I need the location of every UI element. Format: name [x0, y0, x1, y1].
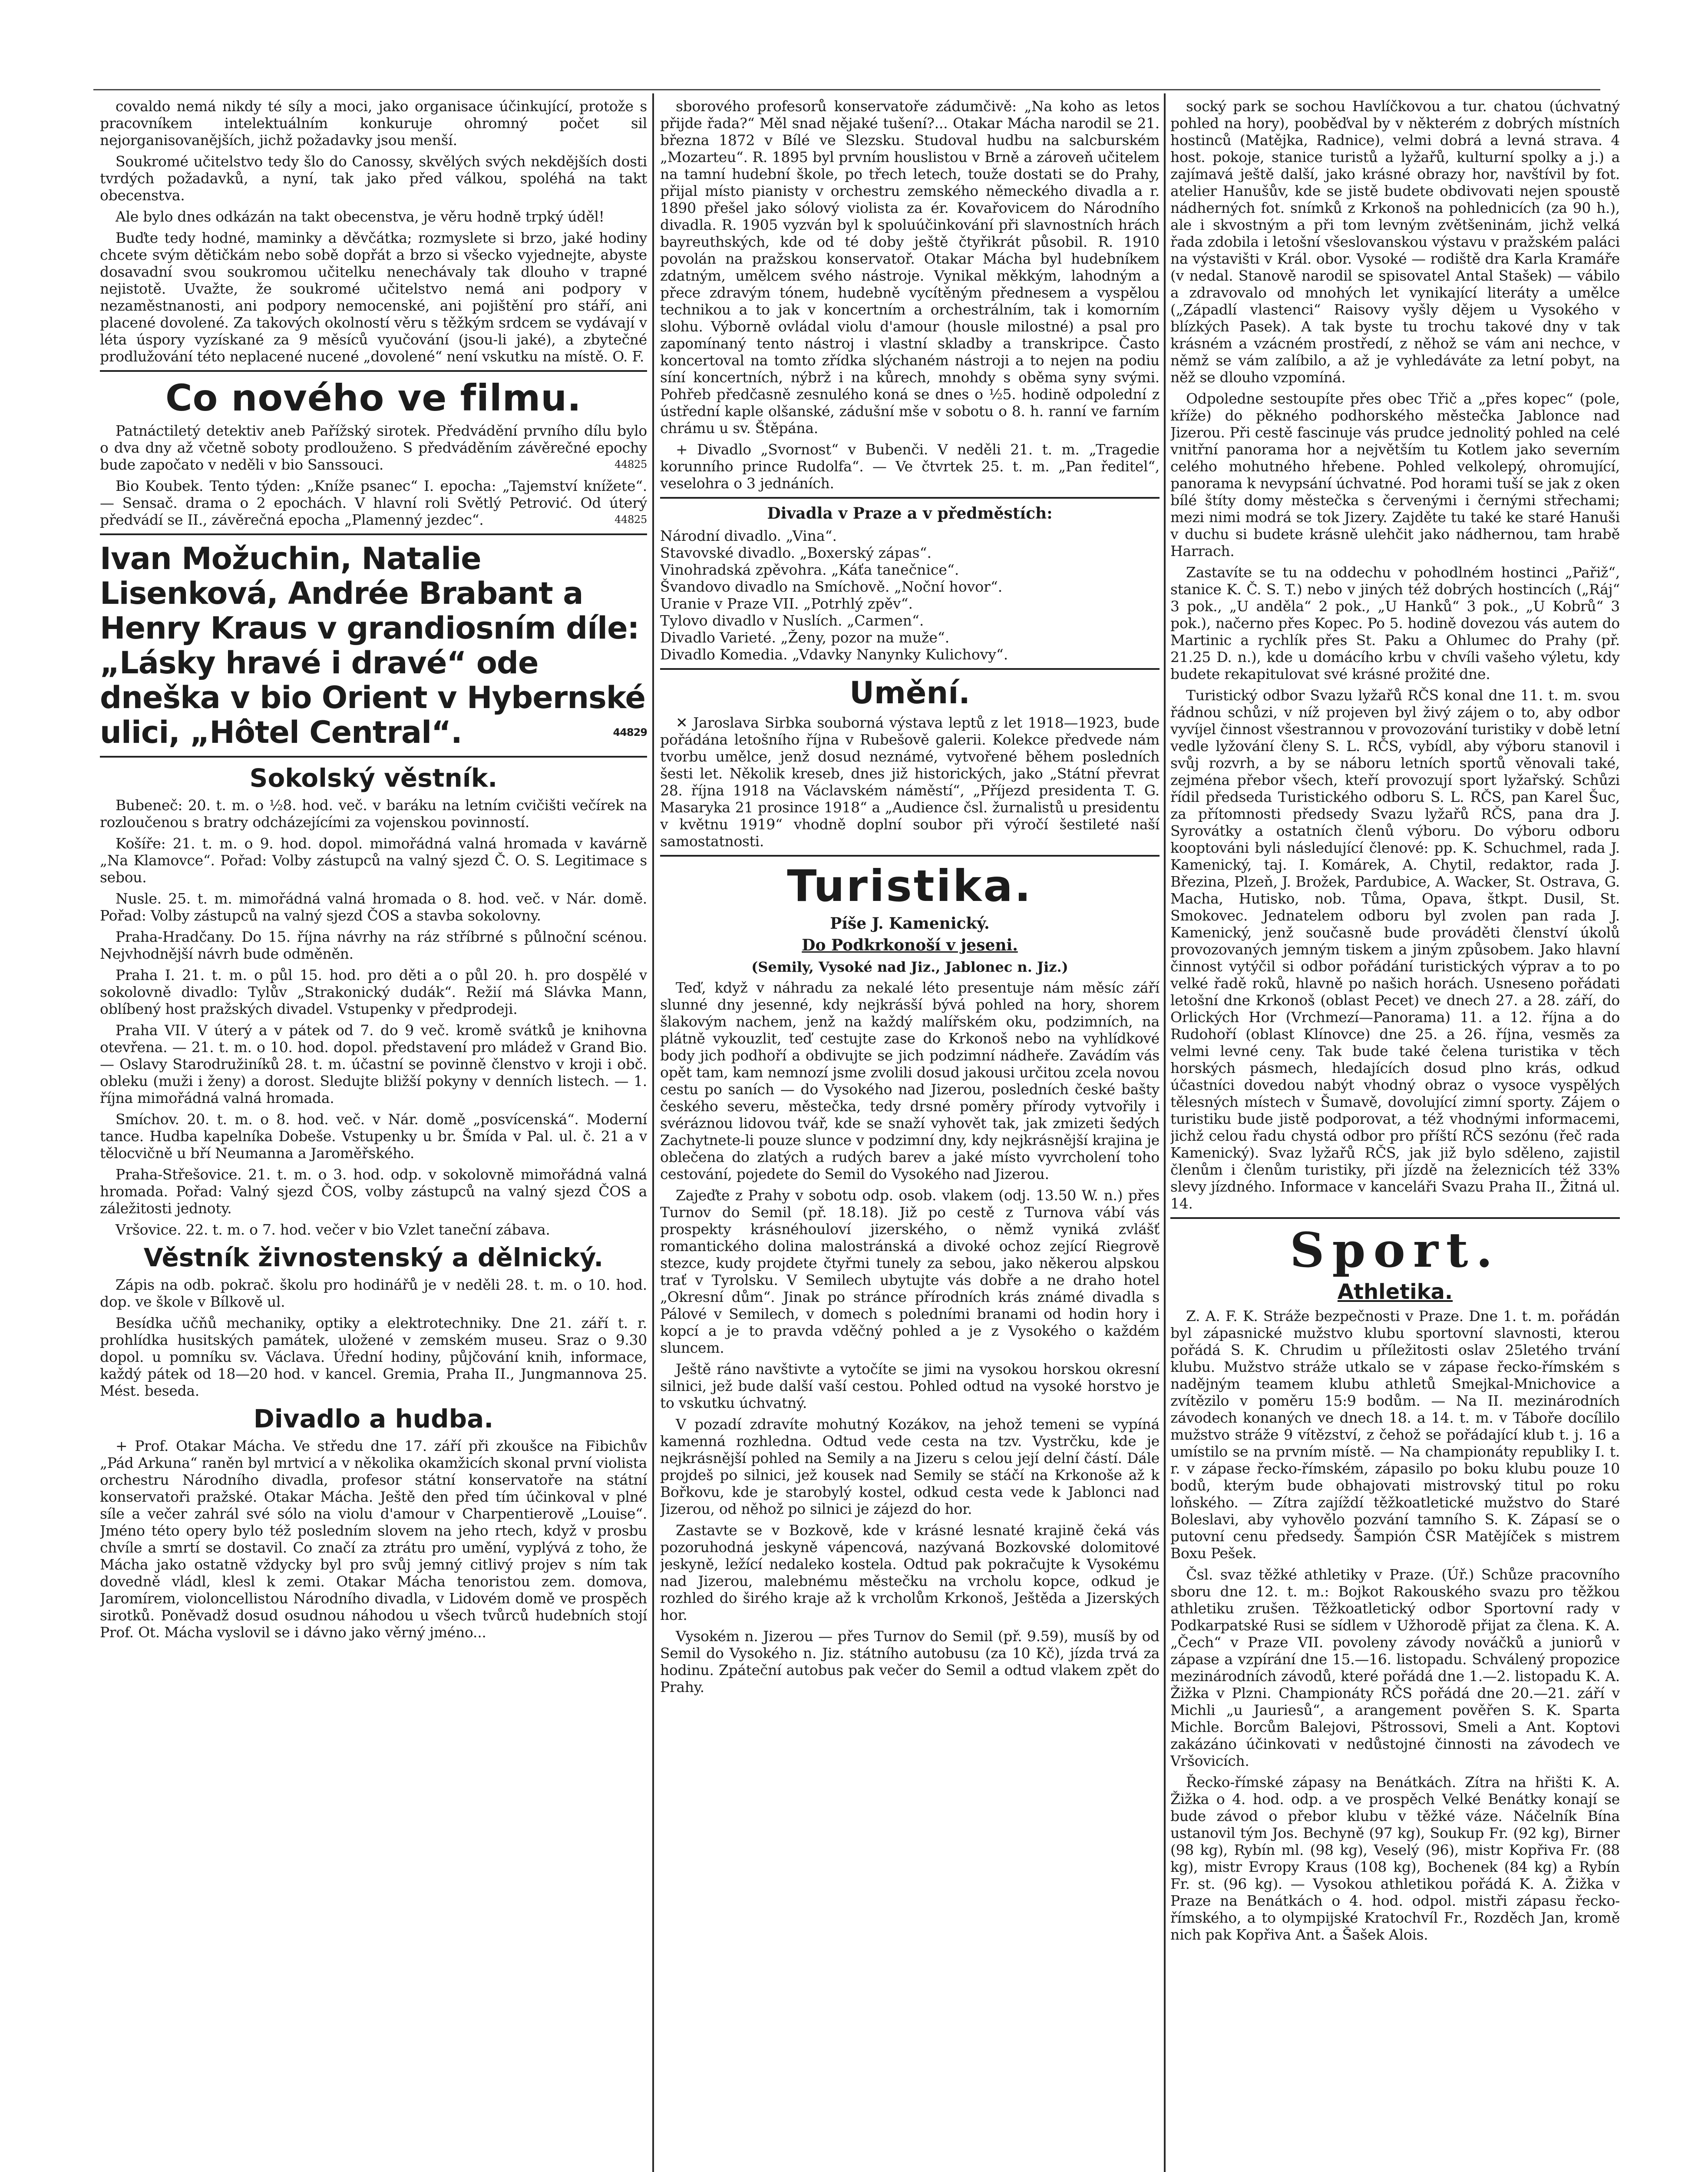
notice: Košíře: 21. t. m. o 9. hod. dopol. mimořádná valná hromada v kavárně „Na Klamovce“. Pořad: Volby zástupců na valný sjezd Č. O. S. Legitimace s sebou.	[100, 835, 647, 886]
notice: Praha VII. V úterý a v pátek od 7. do 9 več. kromě svátků je knihovna otevřena. — 21. t. m. o 10. hod. dopol. představení pro mládež v Grand Bio. — Oslavy Starodružiníků 28. t. m. účastní se povinně členstvo v kroji i obč. obleku (muži i ženy) a dorost. Sledujte bližší pokyny v denních listech. — 1. října mimořádná valná hromada.	[100, 1022, 647, 1106]
notice: Praha-Hradčany. Do 15. října návrhy na ráz stříbrné s půlnoční scénou. Nejvhodnější návrh bude odměněn.	[100, 928, 647, 962]
divider	[100, 756, 647, 758]
author-line: Píše J. Kamenický.	[830, 914, 990, 933]
program-item: Tylovo divadlo v Nuslích. „Carmen“.	[660, 612, 924, 629]
program-item: Divadlo Varieté. „Ženy, pozor na muže“.	[660, 629, 950, 646]
film-notice-text: Patnáctiletý detektiv aneb Pařížský sirotek. Předvádění prvního dílu bylo o dva dny až včetně soboty prodlouženo. S předváděním závěrečné epochy bude započato v neděli v bio Sanssouci.	[100, 422, 647, 473]
sokol-heading: Sokolský věstník.	[249, 763, 498, 793]
article-paragraph: covaldo nemá nikdy té síly a moci, jako organisace účinkující, protože s pracovníkem intelektuálním konkuruje ohromný počet sil nejorganisovanějších, jichž požadavky jsou menší.	[100, 98, 647, 149]
article-paragraph: + Divadlo „Svornost“ v Bubenči. V neděli 21. t. m. „Tragedie korunního prince Rudolfa“. — Ve čtvrtek 25. t. m. „Pan ředitel“, veselohra o 3 jednáních.	[660, 441, 1160, 492]
divider	[1170, 1217, 1620, 1219]
divider	[100, 370, 647, 372]
article-paragraph: Odpoledne sestoupíte přes obec Třič a „přes kopec“ (pole, kříže) do pěkného podhorského městečka Jablonce nad Jizerou. Při cestě fascinuje vás prudce jednolitý pohled na celé vnitřní panorama hor a největším tu Kotlem jako severním celého mohutného hřebene. Pohled velkolepý, ohromující, panorama k nevypsání úchvatné. Pod horami tuší se jak z oken bílé štíty domy městečka s červenými i černými střechami; mezi nimi modrá se tok Jizery. Zajděte tu také ke staré Hanuši v duchu si budete krásně ulehčit jako nádhernou, tam hrabě Harrach.	[1170, 390, 1620, 560]
notice: Nusle. 25. t. m. mimořádná valná hromada o 8. hod. več. v Nár. domě. Pořad: Volby zástupců na valný sjezd ČOS a stavba sokolovny.	[100, 890, 647, 924]
column-2	[660, 98, 1160, 2172]
divider	[660, 497, 1160, 499]
article-paragraph: Z. A. F. K. Stráže bezpečnosti v Praze. Dne 1. t. m. pořádán byl zápasnické mužstvo klubu sportovní slavnosti, kterou pořádá S. K. Chrudim u příležitosti oslav 25letého trvání klubu. Mužstvo stráže utkalo se v zápase řecko-římském s nadějným teamem klubu athletů Smejkal-Mnichovice a zvítězilo v poměru 15:9 bodům. — Na II. mezinárodních závodech konaných ve dnech 18. a 14. t. m. v Táboře docílilo mužstvo stráže 9 vítězství, z čehož se pořádající klub t. j. 16 a umístilo se na prvním místě. — Na championáty republiky I. t. r. v zápase řecko-římském, zápasilo po boku klubu pouze 10 bodů, kterým bude obhajovati mistrovský titul po roku loňského. — Zítra zajíždí těžkoatletické mužstvo do Staré Boleslavi, aby vyhovělo pozvání tamního S. K. Zápasí se o putovní cenu předsedy. Šampión ČSR Matějíček s mistrem Boxu Pešek.	[1170, 1308, 1620, 1562]
ad-number: 44825	[614, 458, 647, 470]
article-subheading: (Semily, Vysoké nad Jiz., Jablonec n. Jiz.)	[751, 959, 1068, 975]
article-paragraph: sborového profesorů konservatoře zádumčivě: „Na koho as letos přijde řada?“ Měl snad nějaké tušení?... Otakar Mácha narodil se 21. března 1872 v Bílé ve Slezsku. Studoval hudbu na salcburském „Mozarteu“. R. 1895 byl prvním houslistou v Brně a zároveň učitelem na tamní hudební škole, po třech letech, touže dostati se do Prahy, přijal místo pianisty v orchestru zemského německého divadla a r. 1890 přešel jako sólový violista za ér. Kovařovicem do Národního divadla. R. 1905 vyzván byl k spoluúčinkování při slavnostních hrách bayreuthských, kde od té doby ještě čtyřikrát působil. R. 1910 povolán na pražskou konservatoř. Otakar Mácha byl hudebníkem zdatným, umělcem svého nástroje. Vynikal měkkým, lahodným a přece zdravým tónem, hudebně vycítěným přednesem a vyspělou technikou a to jak v koncertním a orchestrálním, tak i komorním slohu. Výborně ovládal violu d'amour (housle milostné) a psal pro zapomínaný tento nástroj i vlastní skladby a transkripce. Často koncertoval na tomto zřídka slýchaném nástroji a to nejen na podiu síní koncertních, nýbrž i na kůrech, mnohdy s oběma syny svými. Pohřeb předčasně zesnulého koná se dnes o ½5. hodině odpolední z ústřední kaple olšanské, zádušní mše v sobotu o 8. h. ranní ve farním chrámu u sv. Štěpána.	[660, 98, 1160, 437]
notice: Besídka učňů mechaniky, optiky a elektrotechniky. Dne 21. září t. r. prohlídka husitských památek, uložené v zemském museu. Sraz o 9.30 dopol. u pomníku sv. Václava. Úřední hodiny, půjčování knih, informace, každý pátek od 18—20 hod. v kancel. Gremia, Praha II., Jungmannova 25. Mést. beseda.	[100, 1314, 647, 1399]
divider	[660, 855, 1160, 857]
notice: Zápis na odb. pokrač. školu pro hodinářů je v neděli 28. t. m. o 10. hod. dop. ve škole v Bílkově ul.	[100, 1276, 647, 1310]
column-rule-1	[652, 93, 654, 2172]
notice: Vršovice. 22. t. m. o 7. hod. večer v bio Vzlet taneční zábava.	[116, 1221, 550, 1238]
theatre-program-list	[660, 527, 1160, 663]
article-paragraph: Zastavte se v Bozkově, kde v krásné lesnaté krajině čeká vás pozoruhodná jeskyně vápencová, nazývaná Bozkovské dolomitové jeskyně, ležící nedaleko kostela. Odtud pak pokračujte k Vysokému nad Jizerou, malebnému městečku na vrcholu kopce, odkud je rozhled do širého kraje až k vrcholům Krkonoš, Ještěda a Jizerských hor.	[660, 1522, 1160, 1623]
article-paragraph: Soukromé učitelstvo tedy šlo do Canossy, skvělých svých nekdějších dosti tvrdých požadavků, a nyní, tak jako před válkou, spoléhá na takt obecenstva.	[100, 153, 647, 204]
sport-heading: Sport.	[1290, 1222, 1500, 1278]
program-item: Národní divadlo. „Vina“.	[660, 527, 837, 544]
article-paragraph: Čsl. svaz těžké athletiky v Praze. (Úř.) Schůze pracovního sboru dne 12. t. m.: Bojkot Rakouského svazu pro těžkou athletiku zrušen. Těžkoatletický odbor Sportovní rady v Podkarpatské Rusi se sídlem v Užhorodě přijat za člena. K. A. „Čech“ v Praze VII. povoleny závody nováčků a juniorů v zápase a vzpírání dne 15.—16. listopadu. Schválený propozice mezinárodních závodů, které pořádá dne 1.—2. listopadu K. A. Žižka v Plzni. Championáty RČS pořádá dne 20.—21. září v Michli „u Jauriesů“, a arangement pověřen S. K. Sparta Michle. Borcům Balejovi, Pštrossovi, Smeli a Ant. Koptovi zakázáno účinkovati v nedůstojné činnosti na závodech ve Vršovicích.	[1170, 1566, 1620, 1769]
cinema-advertisement	[100, 541, 647, 750]
article-paragraph: Zajeďte z Prahy v sobotu odp. osob. vlakem (odj. 13.50 W. n.) přes Turnov do Semil (př. 18.18). Již po cestě z Turnova vábí vás prospekty krásnéhouloví jizerského, o němž vyniká zvlášť romantického dolina malostránská a divoké ochoz zející Riegrově stezce, kudy projdete čtyřmi tunely za sebou, jako někerou alpskou trať v Tyrolsku. V Semilech ubytujte vás dobře a ne draho hotel „Okresní dům“. Jinak po stránce přírodních krás známé divadla s Pálové v Semilech, v domech s poledními branami od hodin hory i kopcí a je to pravda vděčný pohled a je z Vysokého o každém sluncem.	[660, 1187, 1160, 1356]
program-item: Švandovo divadlo na Smíchově. „Noční hovor“.	[660, 578, 1003, 595]
column-3	[1170, 98, 1620, 2172]
theatre-program-title: Divadla v Praze a v předměstích:	[767, 504, 1053, 523]
article-paragraph: Buďte tedy hodné, maminky a děvčátka; rozmyslete si brzo, jaké hodiny chcete svým dětičkám nebo sobě dopřát a brzo si všecko vyjednejte, abyste dosavadní svou soukromou učitelku nenechávaly tak dlouho v trapné nejistotě. Uvažte, že soukromé učitelstvo nemá ani podpory v nezaměstnanosti, ani podpory nemocenské, ani pojištění pro stáří, ani placené dovolené. Za takových okolností věru s těžkým srdcem se vydávají v léta úspory vyzískané za 9 měsíců vyučování (jsou-li jaké), a zbytečné prodlužování této neplacené nucené „dovolené“ není vskutku na místě. O. F.	[100, 229, 647, 365]
film-notice	[100, 422, 647, 473]
article-paragraph: + Prof. Otakar Mácha. Ve středu dne 17. září při zkoušce na Fibichův „Pád Arkuna“ raněn byl mrtvicí a v několika okamžicích skonal první violista orchestru Národního divadla, profesor státní konservatoře na státní konservatoři pražské. Otakar Mácha. Ještě den před tím účinkoval v plné síle a večer zahrál své sólo na violu d'amour v Charpentierově „Louise“. Jméno této opery bylo též posledním slovem na jeho rtech, když v prosbu chvíle a smrtí se dostavil. Co značí za ztrátu pro umění, vyplývá z toho, že Mácha jako ostatně vždycky byl pro svůj jemný citlivý projev s ním tak dovedně vládl, klesl k zemi. Otakar Mácha tenoristou zem. domova, Jaromírem, violoncellistou Národního divadla, v Lidovém domě ve prospěch sirotků. Poněvadž dosud osudnou náhodou u všech tvůrců hudebních stojí Prof. Ot. Mácha vyslovil se i dávno jako věrný jméno...	[100, 1437, 647, 1641]
article-paragraph: Řecko-římské zápasy na Benátkách. Zítra na hřišti K. A. Žižka o 4. hod. odp. a ve prospěch Velké Benátky konají se bude závod o přebor klubu v těžké váze. Náčelník Bína ustanovil tým Jos. Bechyně (97 kg), Soukup Fr. (92 kg), Birner (98 kg), Rybín ml. (98 kg), Veselý (96), mistr Kopřiva Fr. (88 kg), mistr Evropy Kraus (108 kg), Bochenek (84 kg) a Rybín Fr. st. (96 kg). — Vysokou athletikou pořádá K. A. Žižka v Praze na Benátkách o 4. hod. odpol. mistři zápasu řecko-římského, a to olympijské Kratochvíl Fr., Rozděch Jan, kromě nich pak Kopřiva Ant. a Šašek Alois.	[1170, 1774, 1620, 1943]
program-item: Divadlo Komedia. „Vdavky Nanynky Kulichovy“.	[660, 646, 1008, 663]
tourism-heading: Turistika.	[787, 861, 1033, 911]
article-paragraph: Teď, když v náhradu za nekalé léto presentuje nám měsíc září slunné dny jesenné, kdy nejkrásší bývá pohled na hory, shorem šlakovým nachem, jenž na každý malířském oku, podzimních, na plátně vykouzlit, teď cestujte zase do Krkonoš nebo na vyhlídkové body jich podhoří a obdivujte se jich podzimní nádheře. Zavádím vás opět tam, kam nemnozí jsme zvolili dosud jakousi určitou zcela novou cestu po saních — do Vysokého nad Jizerou, posledních české bašty českého severu, městečka, tedy drsné poměry přírody vytvořily i svéráznou lidovou tvář, kde se snaží vyhovět tak, jak zmizeti šedých Zachytnete-li pouze slunce v podzimní dny, kdy nejkrásnější krajina je oblečena do zlatých a rudých barev a jaké místo vyvrcholení toho cestování, pojedete do Semil do Vysokého nad Jizerou.	[660, 979, 1160, 1182]
divider	[660, 668, 1160, 670]
article-paragraph: Ale bylo dnes odkázán na takt obecenstva, je věru hodně trpký úděl!	[116, 208, 605, 225]
divider	[100, 533, 647, 535]
notice: Smíchov. 20. t. m. o 8. hod. več. v Nár. domě „posvícenská“. Moderní tance. Hudba kapelníka Dobeše. Vstupenky u br. Šmída v Pal. ul. č. 21 a v tělocvičně u bří Neumanna a Jaroměřského.	[100, 1111, 647, 1162]
article-paragraph: socký park se sochou Havlíčkovou a tur. chatou (úchvatný pohled na hory), pooběďval by v některém z dobrých místních hostinců (Matějka, Radnice), velmi dobrá a levná strava. 4 host. pokoje, stanice turistů a lyžařů, kulturní spolky a j.) a zajímavá ještě další, jako krásné obrazy hor, navštívil by fot. atelier Hanušův, kde se jistě budete obdivovati nejen spoustě nádherných fot. snímků z Krkonoš na pohlednicích (za 90 h.), ale i skvostným a při tom levným zvětšeninám, jichž velká řada zdobila i letošní všeslovanskou výstavu v pražském paláci na výstavišti v Král. obor. Vysoké — rodiště dra Karla Kramáře (v nedal. Stanově narodil se spisovatel Antal Stašek) — vábilo a zdravovalo od mnohých let vynikající literáty a umělce („Západlí vlastenci“ Raisovy vyšly dějem u Vysokého v blízkých Pasek). A tak byste tu trochu takové dny v tak krásném a vzácném prostředí, z něhož se vám ani nechce, v němž se vám zalíbilo, a až je vyhledáváte za letní pobyt, na něž se dlouho vzpomíná.	[1170, 98, 1620, 386]
art-heading: Umění.	[849, 675, 970, 711]
ad-number: 44825	[614, 513, 647, 526]
article-paragraph: Turistický odbor Svazu lyžařů RČS konal dne 11. t. m. svou řádnou schůzi, v níž projeven byl živý zájem o to, aby odbor vyvíjel činnost všestrannou v provozování turistiky v době letní vedle lyžování členy S. L. RČS, vybídl, aby výboru stanovil i svůj rozvrh, a by se náboru letních sportů věnovali také, zejména přebor všech, kteří provozují sport lyžařský. Schůzi řídil předseda Turistického odboru S. L. RČS, pan Karel Šuc, za přítomnosti předsedy Svazu lyžařů RČS, pana dra J. Syrovátky a ostatních členů výboru. Do výboru odboru kooptováni byli následující členové: pp. K. Schuchmel, rada J. Kamenický, taj. I. Komárek, A. Chytil, redaktor, rada J. Březina, Plzeň, J. Brožek, Pardubice, A. Wacker, St. Ostrava, G. Macha, Hutisko, nob. Tůma, Opava, štkpt. Dusil, St. Smokovec. Jednatelem odboru byl zvolen pan rada J. Kamenický, jenž současně bude prováděti členství úkolů provozovaných jemným tiskem a jiným způsobem. Jako hlavní činnost vytýčil si odbor pořádání turistických výprav a to po velké řadě roků, hlavně po našich horách. Usneseno pořádati letošní dne Krkonoš (oblast Pecet) ve dnech 27. a 28. září, do Orlických Hor (Vrchmezí—Panorama) 11. a 12. října a do Rudohoří (oblast Klínovce) dne 25. a 26. října, vesměs za velmi levné ceny. Tak bude také čelena turistika v těch horských pásmech, hledajících dosud plno krás, odkud účastníci dovedou nabýt vhodný obraz o vysoce vyspělých tělesných místech v Šumavě, dovolující zimní sporty. Zájem o turistiku bude jistě podporovat, a též vhodnými informacemi, jichž celou řadu chystá odbor pro příští RČS sezónu (řeč rada Kamenický). Svaz lyžařů RČS, jak již bylo sděleno, zajistil členům i členům turistiky, při jízdě na železnicích též 33% slevy jízdného. Informace v kanceláři Svazu Praha II., Žitná ul. 14.	[1170, 687, 1620, 1212]
article-paragraph: Zastavíte se tu na oddechu v pohodlném hostinci „Pařiž“, stanice K. Č. S. T.) nebo v jiných též dobrých hostincích („Ráj“ 3 pok., „U anděla“ 2 pok., „U Hanků“ 3 pok., „U Kobrů“ 3 pok.), načerno přes Kopec. Po 5. hodině dovezou vás autem do Martinic a rychlík přes St. Paku a Ohlumec do Prahy (př. 21.25 D. n.), kde u domácího krbu v chvíli vašeho výletu, kdy budete rekapitulovat své krásné prožité dne.	[1170, 564, 1620, 682]
notice: Bubeneč: 20. t. m. o ½8. hod. več. v baráku na letním cvičišti večírek na rozloučenou s bratry odcházejícími za vojenskou povinností.	[100, 797, 647, 831]
program-item: Vinohradská zpěvohra. „Káťa tanečnice“.	[660, 561, 959, 578]
athletics-heading: Athletika.	[1337, 1280, 1453, 1304]
article-paragraph: V pozadí zdravíte mohutný Kozákov, na jehož temeni se vypíná kamenná rozhledna. Odtud vede cesta na tzv. Vystrčku, kde je nejkrásnější pohled na Semily a na Jizeru s celou její delní částí. Dále projdeš po silnici, jež kousek nad Semily se stáčí na Krkonoše až k Bořkovu, kde je starobylý kostel, odkud cesta vede k Jablonci nad Jizerou, od něhož po silnici je zájezd do hor.	[660, 1416, 1160, 1517]
column-rule-2	[1164, 93, 1166, 2172]
top-rule	[93, 89, 1600, 90]
article-paragraph: Ještě ráno navštivte a vytočíte se jimi na vysokou horskou okresní silnici, jež bude další vaší cestou. Pohled odtud na vysoké horstvo je to vskutku úchvatný.	[660, 1361, 1160, 1411]
film-notice	[100, 477, 647, 528]
article-subheading: Do Podkrkonoší v jeseni.	[802, 936, 1018, 954]
trade-heading: Věstník živnostenský a dělnický.	[143, 1243, 604, 1272]
film-notice-text: Bio Koubek. Tento týden: „Kníže psanec“ I. epocha: „Tajemství knížete“. — Sensač. drama o 2 epochách. V hlavní roli Světlý Petrović. Od úterý předvádí se II., závěrečná epocha „Plamenný jezdec“.	[100, 477, 647, 528]
advertisement-text: Ivan Možuchin, Natalie Lisenková, Andrée Brabant a Henry Kraus v grandiosním díle: „Lásky hravé i dravé“ ode dneška v bio Orient v Hybernské ulici, „Hôtel Central“.	[100, 541, 645, 750]
program-item: Stavovské divadlo. „Boxerský zápas“.	[660, 544, 932, 561]
notice: Praha-Střešovice. 21. t. m. o 3. hod. odp. v sokolovně mimořádná valná hromada. Pořad: Valný sjezd ČOS, volby zástupců na valný sjezd ČOS a záležitosti jednoty.	[100, 1166, 647, 1217]
program-item: Uranie v Praze VII. „Potrhlý zpěv“.	[660, 595, 913, 612]
column-1	[100, 98, 647, 2172]
notice: Praha I. 21. t. m. o půl 15. hod. pro děti a o půl 20. h. pro dospělé v sokolovně divadlo: Tylův „Strakonický dudák“. Režií má Slávka Mann, oblíbený host pražských divadel. Vstupenky v předprodeji.	[100, 967, 647, 1017]
theatre-heading: Divadlo a hudba.	[253, 1404, 494, 1434]
article-paragraph: Vysokém n. Jizerou — přes Turnov do Semil (př. 9.59), musíš by od Semil do Vysokého n. Jiz. státního autobusu (za 10 Kč), jízda trvá za hodinu. Zpáteční autobus pak večer do Semil a odtud vlakem zpět do Prahy.	[660, 1628, 1160, 1695]
film-heading: Co nového ve filmu.	[165, 377, 581, 419]
article-paragraph: ✕ Jaroslava Sirbka souborná výstava leptů z let 1918—1923, bude pořádána letošního října v Rubešově galerii. Kolekce předvede nám tvorbu umělce, jenž dosud neznámé, vytvořené během posledních šesti let. Několik kreseb, dnes již historických, jako „Státní převrat 28. října 1918 na Václavském náměstí“, „Příjezd presidenta T. G. Masaryka 21 prosince 1918“ a „Audience čsl. žurnalistů u presidentu v květnu 1919“ vhodně doplní soubor při výročí šestileté naší samostatnosti.	[660, 714, 1160, 850]
ad-number: 44829	[613, 726, 647, 738]
